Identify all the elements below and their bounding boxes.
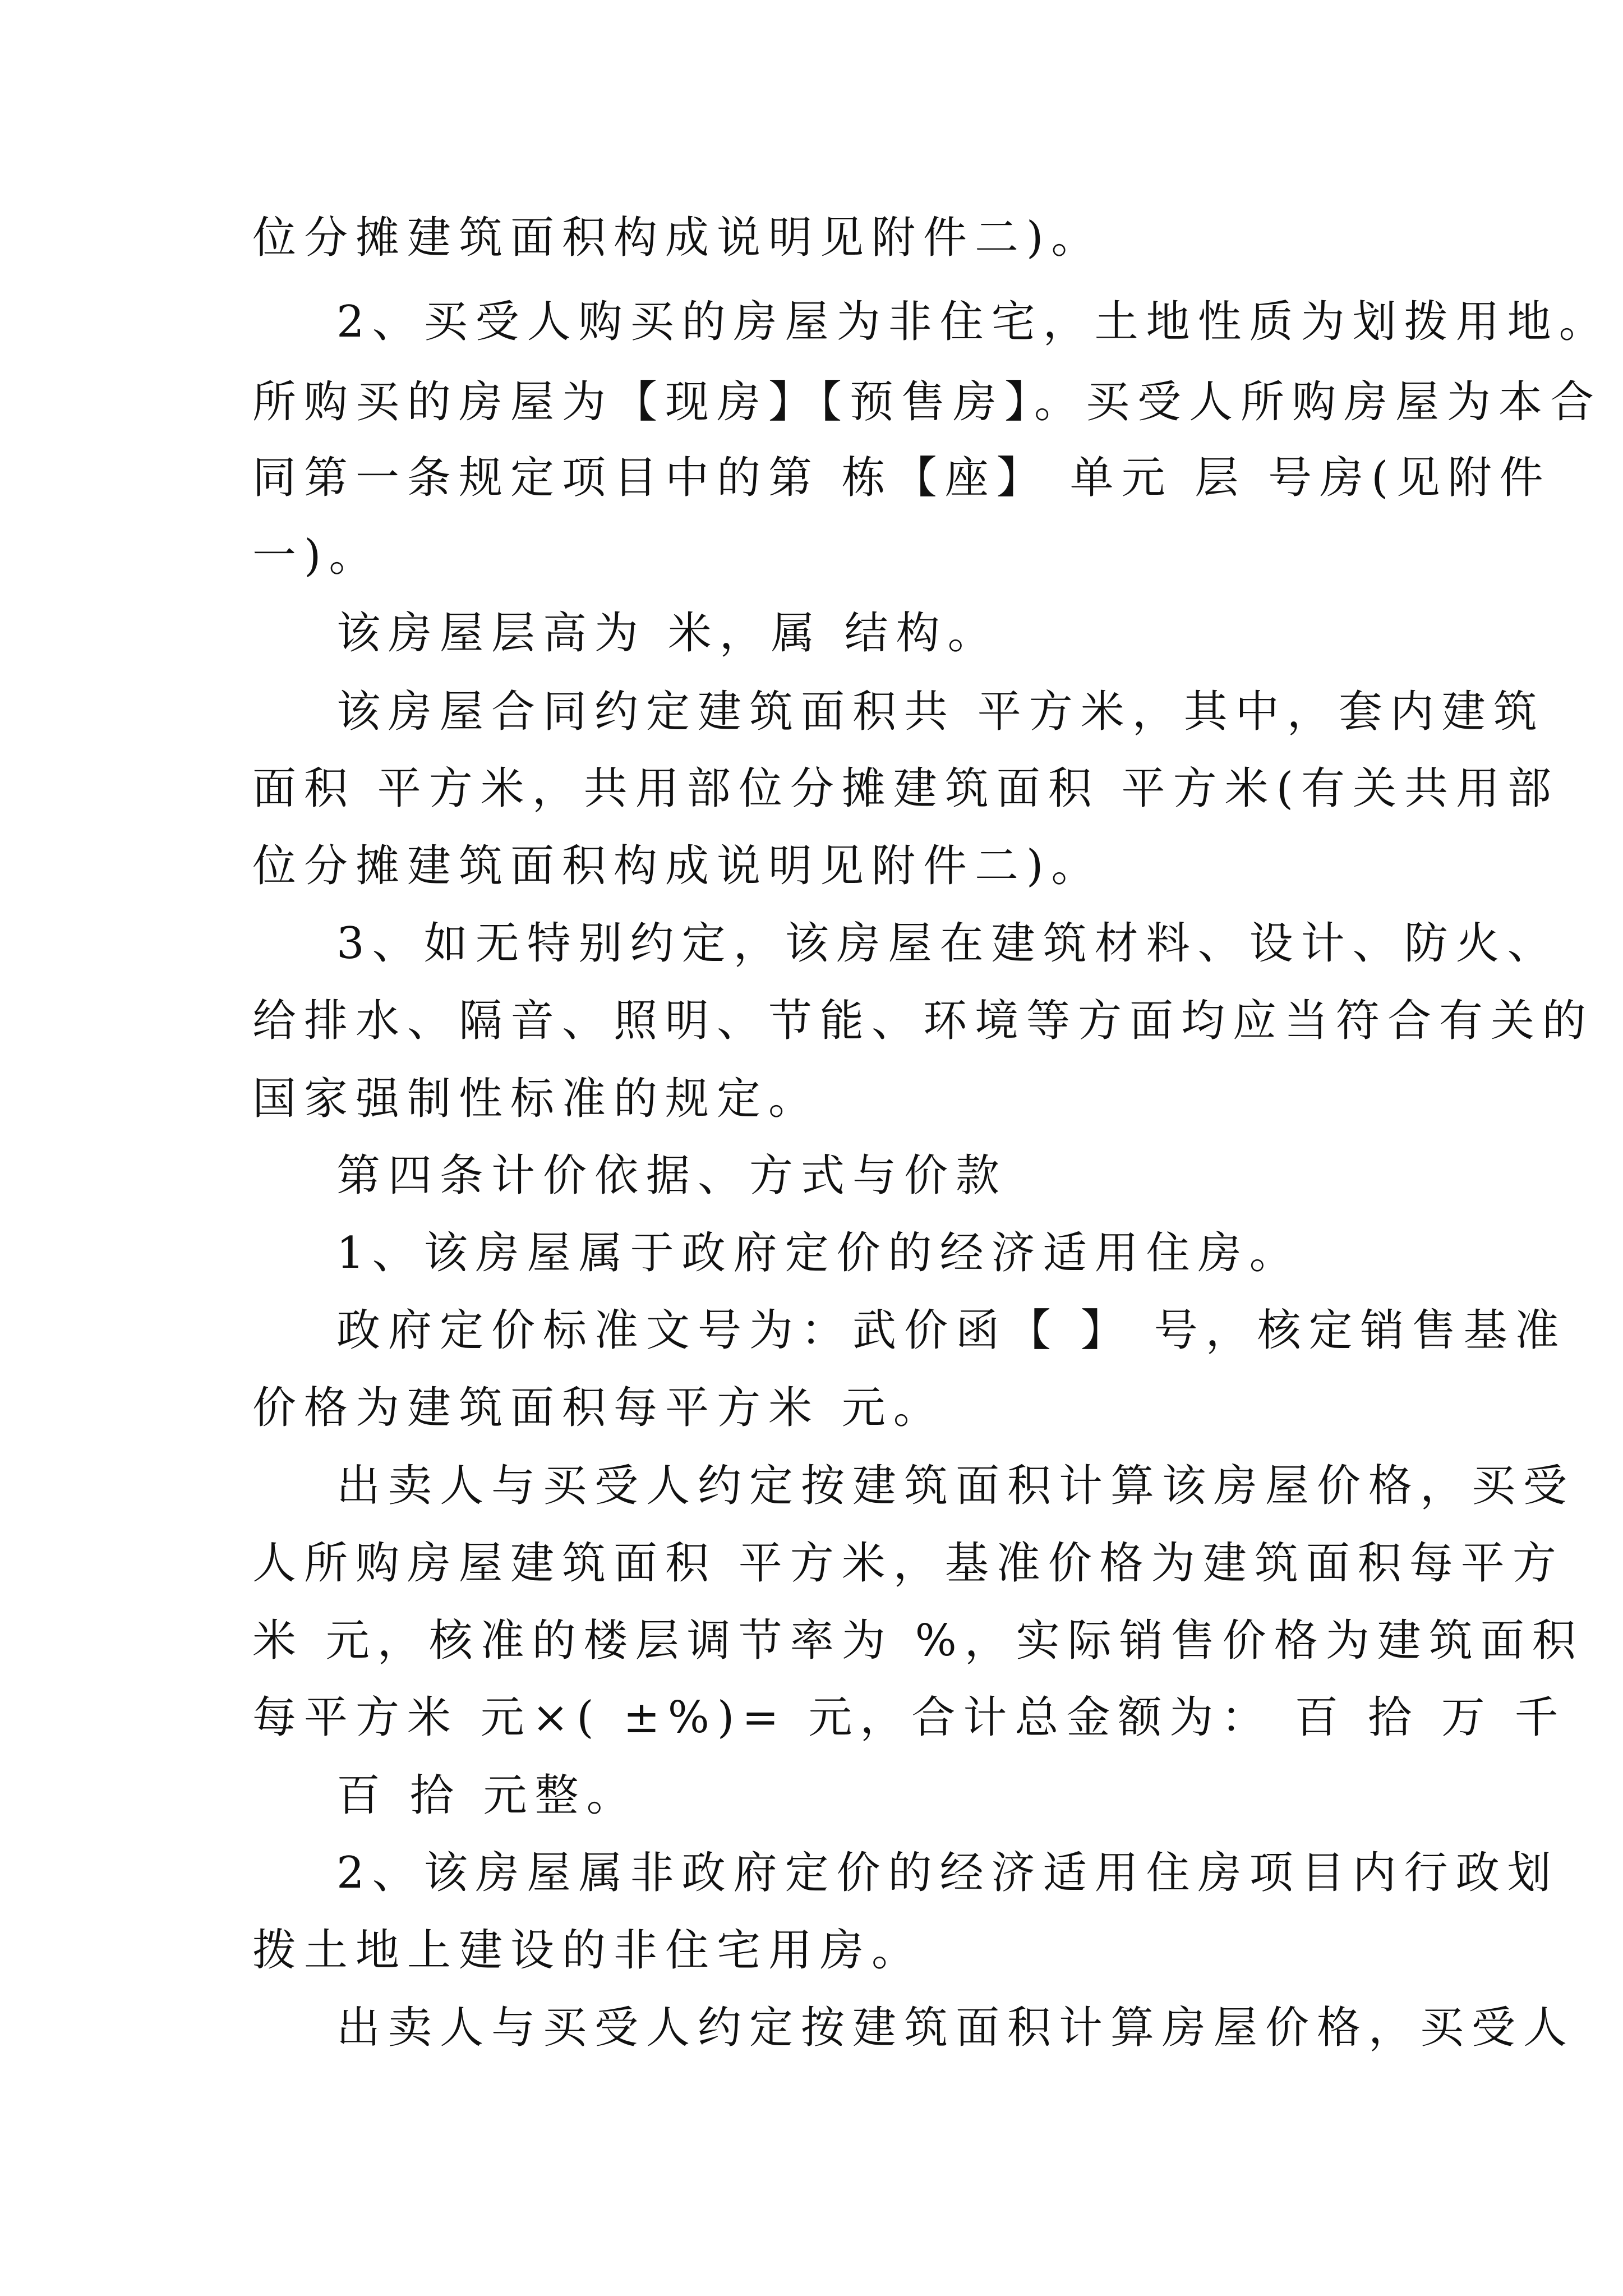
text-line-3: 所购买的房屋为【现房】【预售房】。买受人所购房屋为本合 xyxy=(252,377,1602,427)
text-line-16: 价格为建筑面积每平方米 元。 xyxy=(252,1383,945,1433)
text-line-15: 政府定价标准文号为：武价函【 】 号，核定销售基准 xyxy=(336,1305,1567,1356)
text-line-18: 人所购房屋建筑面积 平方米，基准价格为建筑面积每平方 xyxy=(252,1538,1564,1589)
text-line-23: 拨土地上建设的非住宅用房。 xyxy=(252,1925,924,1976)
text-line-4: 同第一条规定项目中的第 栋【座】 单元 层 号房(见附件 xyxy=(252,453,1551,503)
text-line-12: 国家强制性标准的规定。 xyxy=(252,1074,820,1124)
text-line-17: 出卖人与买受人约定按建筑面积计算该房屋价格，买受 xyxy=(336,1461,1575,1511)
text-line-9: 位分摊建筑面积构成说明见附件二)。 xyxy=(252,841,1103,891)
text-line-5: 一)。 xyxy=(252,531,381,581)
text-line-1: 位分摊建筑面积构成说明见附件二)。 xyxy=(252,213,1103,263)
text-line-10: 3、如无特别约定，该房屋在建筑材料、设计、防火、 xyxy=(336,918,1559,969)
text-line-24: 出卖人与买受人约定按建筑面积计算房屋价格，买受人 xyxy=(336,2003,1575,2053)
text-line-22: 2、该房屋属非政府定价的经济适用住房项目内行政划 xyxy=(336,1848,1559,1898)
text-line-19: 米 元，核准的楼层调节率为 %，实际销售价格为建筑面积 xyxy=(252,1616,1584,1666)
text-line-7: 该房屋合同约定建筑面积共 平方米，其中，套内建筑 xyxy=(336,687,1545,737)
text-line-14: 1、该房屋属于政府定价的经济适用住房。 xyxy=(336,1228,1301,1278)
text-line-21: 百 拾 元整。 xyxy=(336,1770,638,1821)
text-line-13: 第四条计价依据、方式与价款 xyxy=(336,1151,1008,1201)
text-line-11: 给排水、隔音、照明、节能、环境等方面均应当符合有关的 xyxy=(252,996,1594,1046)
text-line-6: 该房屋层高为 米，属 结构。 xyxy=(336,608,999,659)
text-line-8: 面积 平方米，共用部位分摊建筑面积 平方米(有关共用部 xyxy=(252,763,1560,814)
text-line-2: 2、买受人购买的房屋为非住宅，土地性质为划拨用地。 xyxy=(336,297,1611,347)
text-line-20: 每平方米 元×( ±%)= 元，合计总金额为： 百 拾 万 千 xyxy=(252,1692,1566,1743)
